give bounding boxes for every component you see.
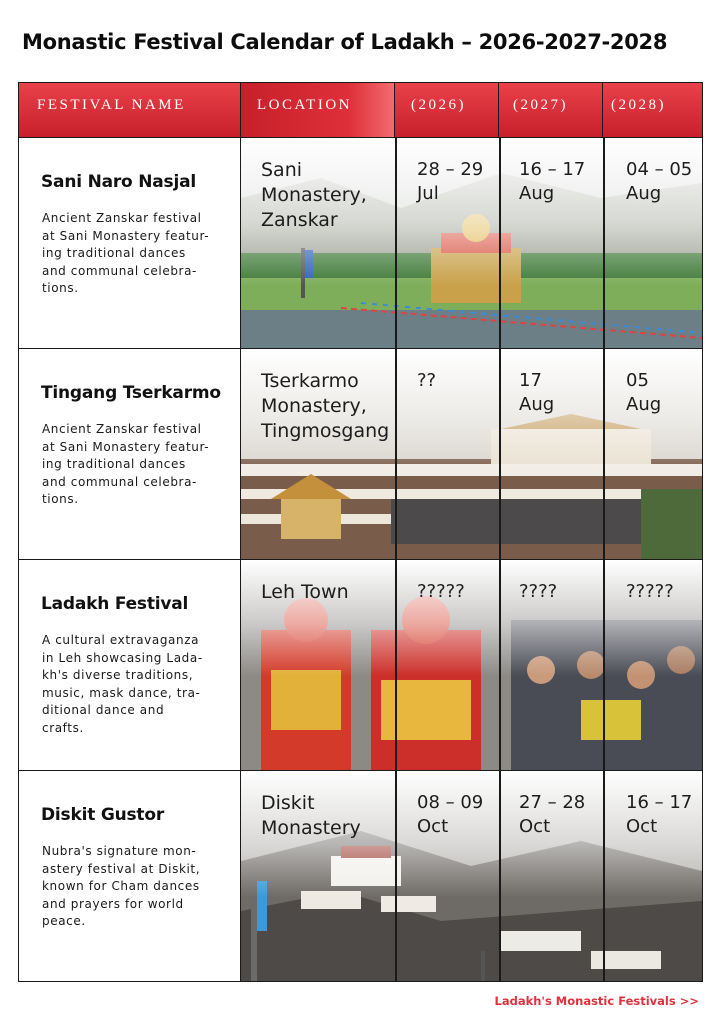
table-row bbox=[19, 348, 702, 559]
festival-location: Diskit Monastery bbox=[261, 792, 361, 839]
page-title: Monastic Festival Calendar of Ladakh – 2026-2027-2028 bbox=[22, 30, 668, 54]
festival-name: Sani Naro Nasjal bbox=[41, 172, 196, 192]
date-2027: ???? bbox=[519, 581, 558, 602]
footer-link[interactable]: Ladakh's Monastic Festivals >> bbox=[494, 994, 699, 1008]
festival-name-cell bbox=[19, 771, 241, 981]
festival-name-cell bbox=[19, 349, 241, 559]
column-divider bbox=[499, 771, 501, 981]
header-festival-name: FESTIVAL NAME bbox=[19, 83, 241, 137]
festival-description: Nubra's signature mon- astery festival at Diskit, known for Cham dances and prayers for world peace. bbox=[42, 844, 201, 928]
column-divider bbox=[603, 771, 605, 981]
header-2026: (2026) bbox=[395, 83, 499, 137]
festival-name: Tingang Tserkarmo bbox=[41, 383, 221, 403]
festival-location: Sani Monastery, Zanskar bbox=[261, 159, 367, 231]
festival-location: Tserkarmo Monastery, Tingmosgang bbox=[261, 370, 390, 442]
date-2026: ?? bbox=[417, 370, 437, 391]
column-divider bbox=[395, 560, 397, 770]
date-2027: 17 Aug bbox=[519, 370, 555, 415]
header-2027: (2027) bbox=[499, 83, 603, 137]
date-2028: 05 Aug bbox=[626, 370, 662, 415]
date-2027: 16 – 17 Aug bbox=[519, 159, 586, 204]
header-location: LOCATION bbox=[241, 83, 395, 137]
column-divider bbox=[499, 560, 501, 770]
festival-description: Ancient Zanskar festival at Sani Monastery featur- ing traditional dances and communal celebra- tions. bbox=[42, 211, 210, 295]
column-divider bbox=[395, 138, 397, 348]
festival-description: Ancient Zanskar festival at Sani Monastery featur- ing traditional dances and communal celebra- tions. bbox=[42, 422, 210, 506]
table-row bbox=[19, 559, 702, 770]
festival-table bbox=[18, 82, 703, 982]
column-divider bbox=[395, 349, 397, 559]
festival-location: Leh Town bbox=[261, 581, 349, 603]
table-header-row bbox=[19, 83, 702, 137]
table-row bbox=[19, 770, 702, 981]
festival-description: A cultural extravaganza in Leh showcasing Lada- kh's diverse traditions, music, mask dance, tra- ditional dance and crafts. bbox=[42, 633, 203, 735]
date-2028: 16 – 17 Oct bbox=[626, 792, 693, 837]
festival-name-cell bbox=[19, 138, 241, 348]
column-divider bbox=[395, 771, 397, 981]
date-2028: ????? bbox=[626, 581, 674, 602]
date-2026: 08 – 09 Oct bbox=[417, 792, 484, 837]
festival-name-cell bbox=[19, 560, 241, 770]
festival-name: Ladakh Festival bbox=[41, 594, 189, 614]
column-divider bbox=[499, 138, 501, 348]
table-row bbox=[19, 137, 702, 348]
header-2028: (2028) bbox=[603, 83, 702, 137]
column-divider bbox=[603, 349, 605, 559]
date-2027: 27 – 28 Oct bbox=[519, 792, 586, 837]
column-divider bbox=[499, 349, 501, 559]
date-2026: 28 – 29 Jul bbox=[417, 159, 484, 204]
column-divider bbox=[603, 560, 605, 770]
date-2026: ????? bbox=[417, 581, 465, 602]
festival-name: Diskit Gustor bbox=[41, 805, 164, 825]
date-2028: 04 – 05 Aug bbox=[626, 159, 693, 204]
column-divider bbox=[603, 138, 605, 348]
